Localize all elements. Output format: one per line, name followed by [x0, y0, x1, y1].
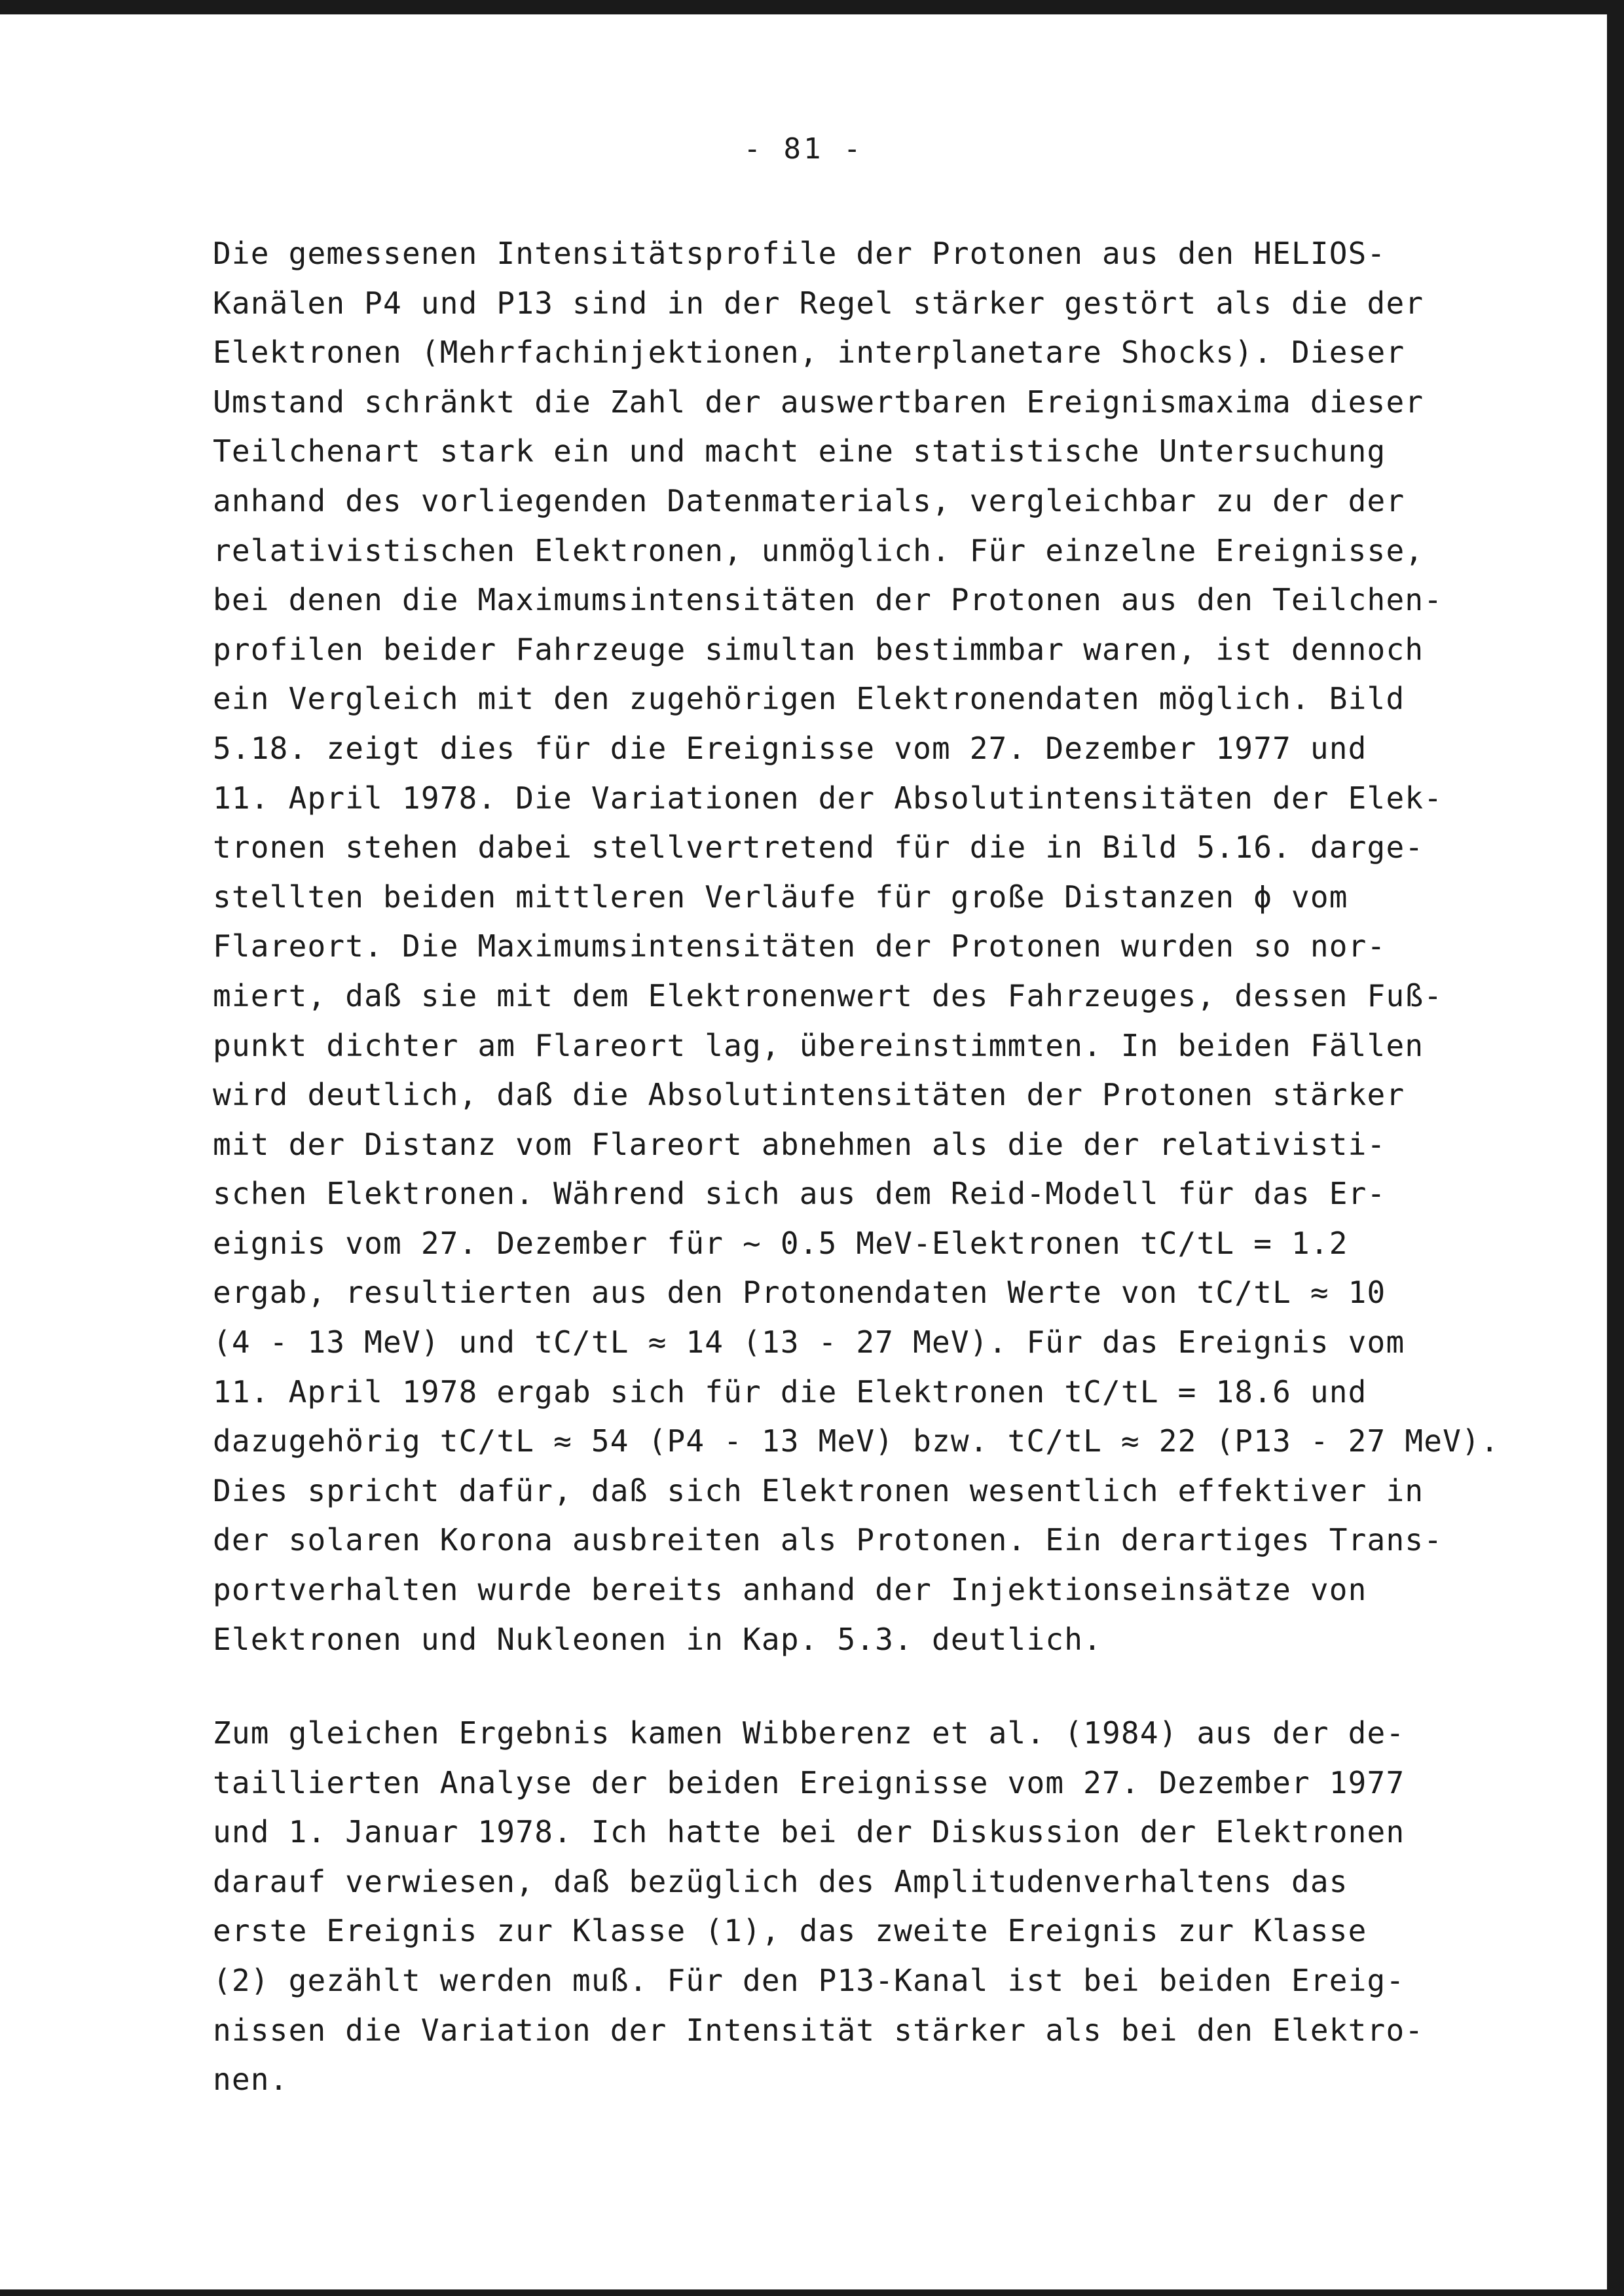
text-line: wird deutlich, daß die Absolutintensitäten der Protonen stärker	[213, 1077, 1405, 1113]
text-line: miert, daß sie mit dem Elektronenwert des Fahrzeuges, dessen Fuß-	[213, 977, 1443, 1013]
text-line: ergab, resultierten aus den Protonendaten Werte von tC/tL ≈ 10	[213, 1275, 1386, 1311]
text-line: anhand des vorliegenden Datenmaterials, vergleichbar zu der der	[213, 483, 1405, 519]
page-number: - 81 -	[743, 132, 864, 166]
text-line: Elektronen (Mehrfachinjektionen, interplanetare Shocks). Dieser	[213, 335, 1405, 371]
text-line: 11. April 1978 ergab sich für die Elektronen tC/tL = 18.6 und	[213, 1374, 1367, 1410]
text-line: 11. April 1978. Die Variationen der Absolutintensitäten der Elek-	[213, 780, 1443, 816]
text-line: erste Ereignis zur Klasse (1), das zweite Ereignis zur Klasse	[213, 1913, 1367, 1949]
text-line: (2) gezählt werden muß. Für den P13-Kanal ist bei beiden Ereig-	[213, 1962, 1405, 1998]
text-line: Flareort. Die Maximumsintensitäten der Protonen wurden so nor-	[213, 928, 1386, 964]
text-line: stellten beiden mittleren Verläufe für große Distanzen ϕ vom	[213, 879, 1348, 915]
text-line: (4 - 13 MeV) und tC/tL ≈ 14 (13 - 27 MeV). Für das Ereignis vom	[213, 1324, 1405, 1360]
text-line: nissen die Variation der Intensität stärker als bei den Elektro-	[213, 2012, 1424, 2048]
text-line: nen.	[213, 2062, 289, 2098]
text-line: ein Vergleich mit den zugehörigen Elektronendaten möglich. Bild	[213, 681, 1405, 717]
text-line: profilen beider Fahrzeuge simultan bestimmbar waren, ist dennoch	[213, 631, 1424, 667]
text-line: mit der Distanz vom Flareort abnehmen als die der relativisti-	[213, 1126, 1386, 1162]
text-line: Umstand schränkt die Zahl der auswertbaren Ereignismaxima dieser	[213, 384, 1424, 420]
paragraph-2	[213, 1709, 1509, 2105]
text-line: bei denen die Maximumsintensitäten der Protonen aus den Teilchen-	[213, 582, 1443, 618]
text-line: punkt dichter am Flareort lag, übereinstimmten. In beiden Fällen	[213, 1027, 1424, 1063]
text-line: Elektronen und Nukleonen in Kap. 5.3. deutlich.	[213, 1621, 1103, 1657]
text-line: 5.18. zeigt dies für die Ereignisse vom 27. Dezember 1977 und	[213, 730, 1367, 766]
text-line: tronen stehen dabei stellvertretend für die in Bild 5.16. darge-	[213, 829, 1424, 866]
text-line: Teilchenart stark ein und macht eine statistische Untersuchung	[213, 433, 1386, 469]
text-line: und 1. Januar 1978. Ich hatte bei der Diskussion der Elektronen	[213, 1814, 1405, 1850]
text-line: darauf verwiesen, daß bezüglich des Amplitudenverhaltens das	[213, 1863, 1348, 1899]
text-line: portverhalten wurde bereits anhand der Injektionseinsätze von	[213, 1572, 1367, 1608]
paragraph-1	[213, 229, 1509, 1664]
text-line: Die gemessenen Intensitätsprofile der Protonen aus den HELIOS-	[213, 236, 1386, 271]
text-line: der solaren Korona ausbreiten als Protonen. Ein derartiges Trans-	[213, 1522, 1443, 1558]
text-line: dazugehörig tC/tL ≈ 54 (P4 - 13 MeV) bzw. tC/tL ≈ 22 (P13 - 27 MeV).	[213, 1423, 1500, 1459]
text-line: Dies spricht dafür, daß sich Elektronen wesentlich effektiver in	[213, 1472, 1424, 1508]
text-line: relativistischen Elektronen, unmöglich. Für einzelne Ereignisse,	[213, 532, 1424, 568]
text-line: Kanälen P4 und P13 sind in der Regel stärker gestört als die der	[213, 285, 1424, 321]
text-line: schen Elektronen. Während sich aus dem Reid-Modell für das Er-	[213, 1176, 1386, 1212]
text-line: eignis vom 27. Dezember für ~ 0.5 MeV-Elektronen tC/tL = 1.2	[213, 1225, 1348, 1261]
text-line: Zum gleichen Ergebnis kamen Wibberenz et al. (1984) aus der de-	[213, 1715, 1405, 1751]
text-line: taillierten Analyse der beiden Ereignisse vom 27. Dezember 1977	[213, 1764, 1405, 1800]
